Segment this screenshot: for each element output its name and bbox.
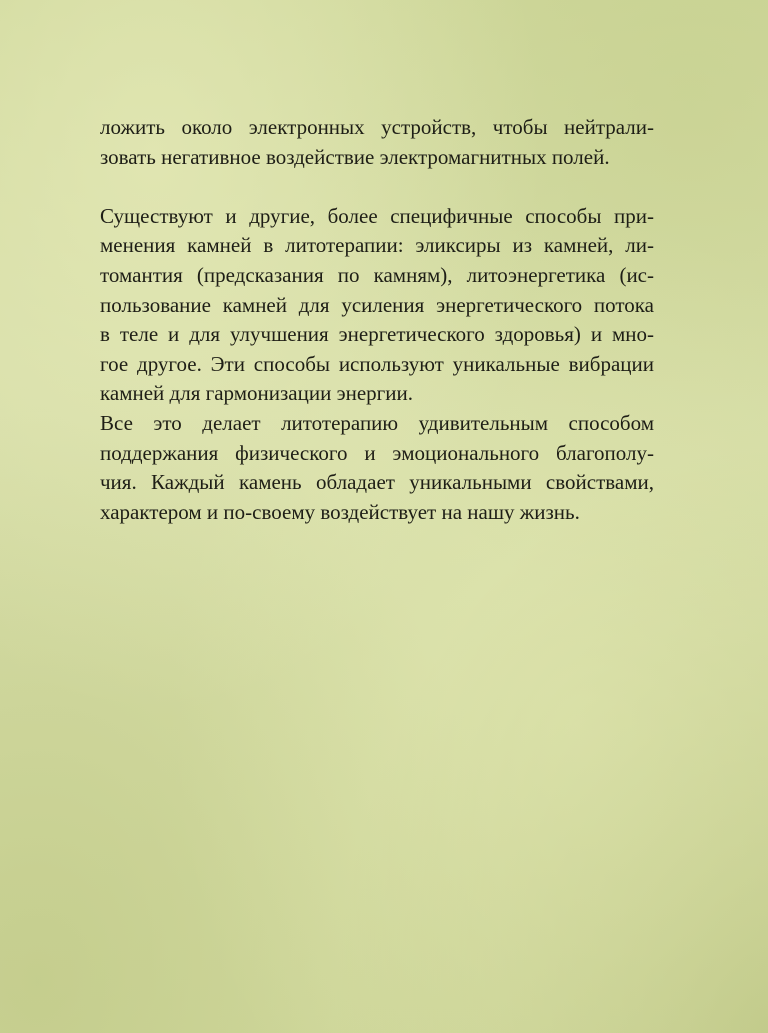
text-line: в теле и для улучшения энергетического здоровья) и мно- <box>100 322 654 347</box>
text-line: зовать негативное воздействие электромагнитных полей. <box>100 144 610 169</box>
body-text <box>100 113 654 527</box>
text-line: чия. Каждый камень обладает уникальными свойствами, <box>100 470 654 495</box>
text-line: томантия (предсказания по камням), литоэнергетика (ис- <box>100 262 654 287</box>
paragraph-3 <box>100 409 654 527</box>
paragraph-1 <box>100 113 654 172</box>
text-line: менения камней в литотерапии: эликсиры из камней, ли- <box>100 233 654 258</box>
text-line: пользование камней для усиления энергетического потока <box>100 292 654 317</box>
text-line: Существуют и другие, более специфичные способы при- <box>100 203 654 228</box>
text-line: гое другое. Эти способы используют уникальные вибрации <box>100 351 654 376</box>
paragraph-2 <box>100 202 654 409</box>
paragraph-gap <box>100 172 654 202</box>
text-line: характером и по-своему воздействует на нашу жизнь. <box>100 499 580 524</box>
text-line: поддержания физического и эмоционального благополу- <box>100 440 654 465</box>
text-line: ложить около электронных устройств, чтобы нейтрали- <box>100 115 654 139</box>
text-line: Все это делает литотерапию удивительным способом <box>100 410 654 435</box>
text-line: камней для гармонизации энергии. <box>100 381 413 406</box>
